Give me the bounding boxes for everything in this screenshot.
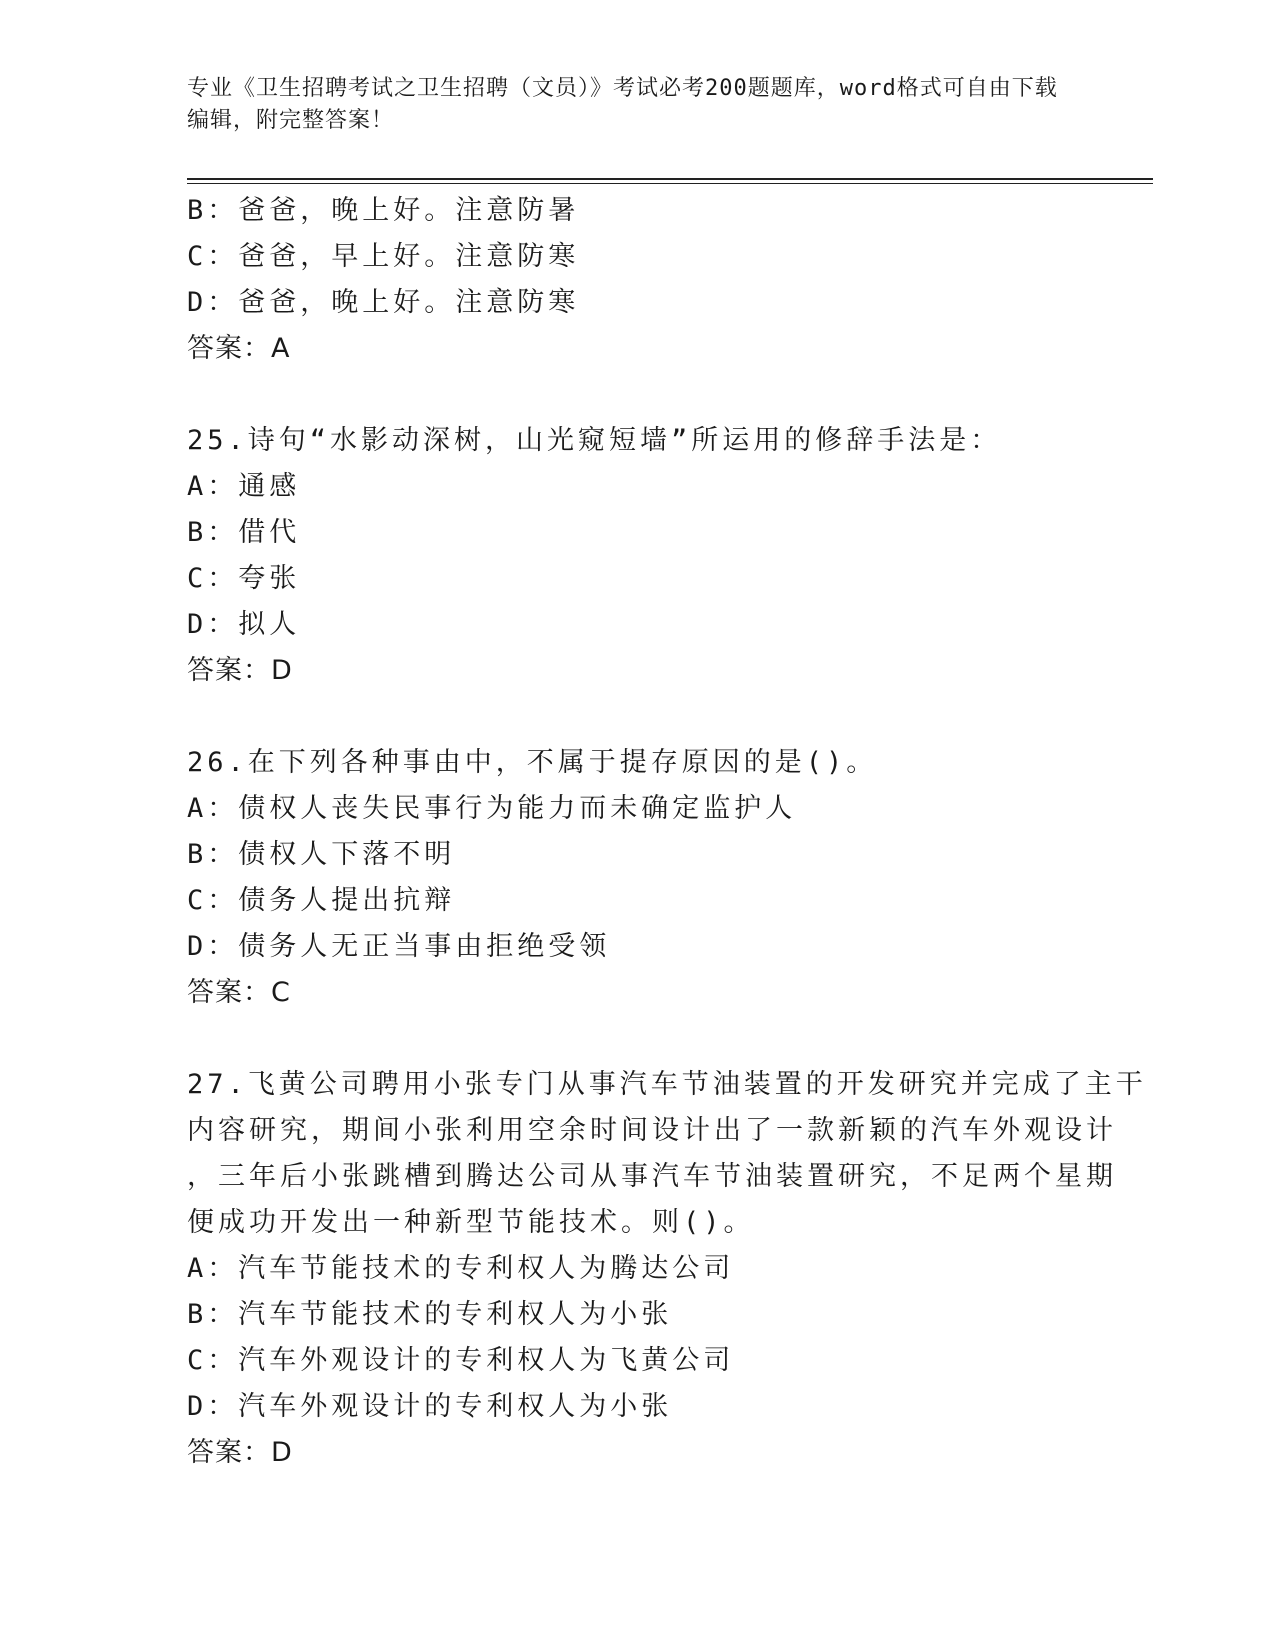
option-b: B：借代 xyxy=(187,517,301,548)
question-content xyxy=(187,188,1147,1476)
option-c: C：爸爸，早上好。注意防寒 xyxy=(187,241,580,272)
answer-line: 答案：D xyxy=(187,655,293,686)
answer-line: 答案：C xyxy=(187,977,291,1008)
option-b: B：汽车节能技术的专利权人为小张 xyxy=(187,1299,673,1330)
option-c: C：债务人提出抗辩 xyxy=(187,885,456,916)
header-rule-thin xyxy=(187,183,1153,184)
option-c: C：汽车外观设计的专利权人为飞黄公司 xyxy=(187,1345,735,1376)
document-header xyxy=(187,73,1067,137)
option-a: A：汽车节能技术的专利权人为腾达公司 xyxy=(187,1253,735,1284)
spacer xyxy=(187,372,1087,418)
spacer xyxy=(187,694,1087,740)
answer-line: 答案：D xyxy=(187,1437,293,1468)
option-c: C：夸张 xyxy=(187,563,301,594)
option-d: D：拟人 xyxy=(187,609,301,640)
header-text: 专业《卫生招聘考试之卫生招聘（文员）》考试必考200题题库，word格式可自由下载编辑，附完整答案！ xyxy=(187,76,1058,133)
question-text: 26.在下列各种事由中，不属于提存原因的是()。 xyxy=(187,747,878,778)
option-d: D：债务人无正当事由拒绝受领 xyxy=(187,931,611,962)
option-b: B：爸爸，晚上好。注意防暑 xyxy=(187,195,580,226)
question-25 xyxy=(187,418,1087,694)
question-text-line-2: 内容研究，期间小张利用空余时间设计出了一款新颖的汽车外观设计 xyxy=(187,1115,1117,1146)
question-27 xyxy=(187,1062,1147,1476)
option-d: D：汽车外观设计的专利权人为小张 xyxy=(187,1391,673,1422)
question-text-line-3: ，三年后小张跳槽到腾达公司从事汽车节油装置研究，不足两个星期 xyxy=(187,1161,1117,1192)
spacer xyxy=(187,1016,1087,1062)
question-text-line-4: 便成功开发出一种新型节能技术。则()。 xyxy=(187,1207,755,1238)
answer-line: 答案：A xyxy=(187,333,291,364)
option-a: A：通感 xyxy=(187,471,301,502)
question-text: 25.诗句“水影动深树，山光窥短墙”所运用的修辞手法是： xyxy=(187,425,1002,456)
option-b: B：债权人下落不明 xyxy=(187,839,456,870)
option-d: D：爸爸，晚上好。注意防寒 xyxy=(187,287,580,318)
carryover-question-block xyxy=(187,188,1087,372)
question-26 xyxy=(187,740,1087,1016)
question-text-line-1: 27.飞黄公司聘用小张专门从事汽车节油装置的开发研究并完成了主干 xyxy=(187,1069,1147,1100)
header-rule-thick xyxy=(187,178,1153,180)
option-a: A：债权人丧失民事行为能力而未确定监护人 xyxy=(187,793,797,824)
